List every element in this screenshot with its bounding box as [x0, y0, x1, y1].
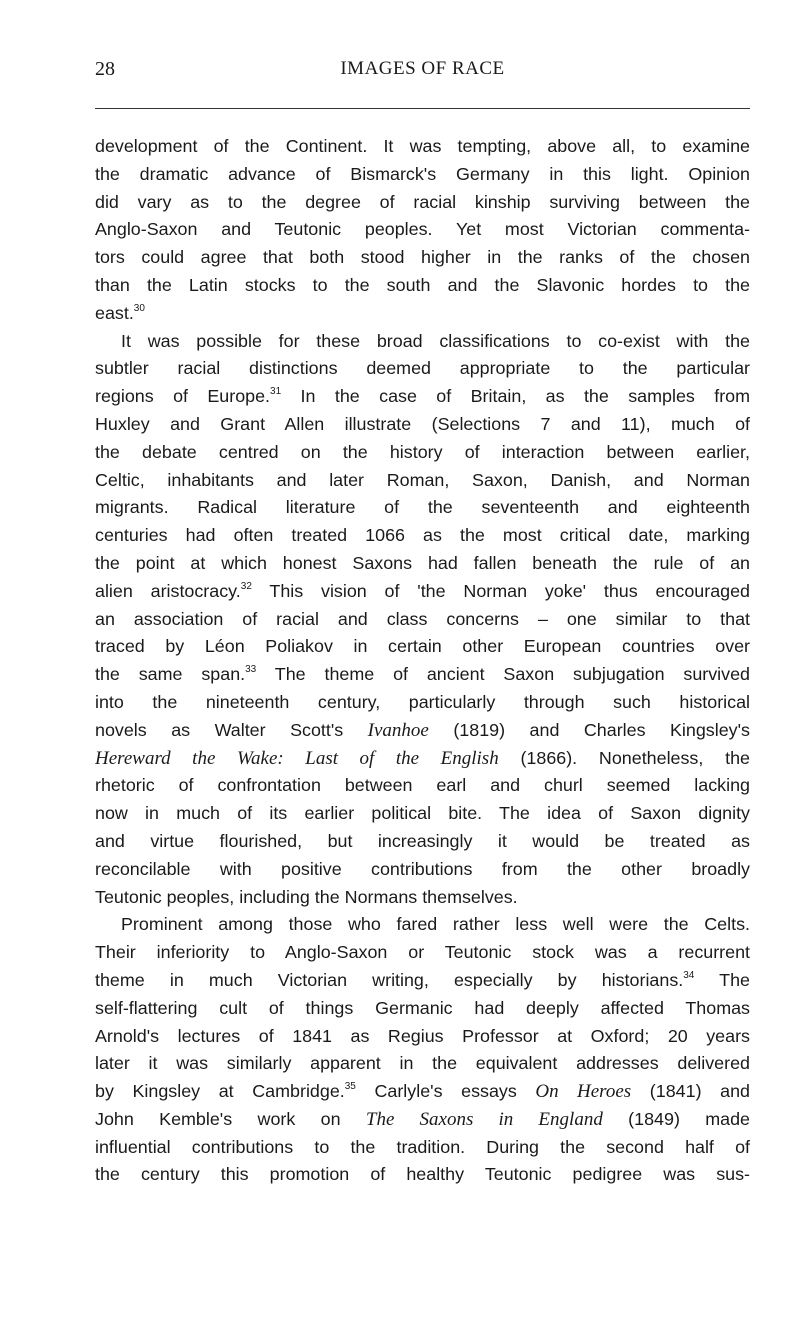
- line-text: did vary as to the degree of racial kinship surviving between the: [95, 191, 750, 212]
- text-line: [95, 550, 750, 578]
- line-text: now in much of its earlier political bite. The idea of Saxon dignity: [95, 803, 750, 824]
- text-line: [95, 578, 750, 606]
- text-line: [95, 1050, 750, 1078]
- text-line: [95, 772, 750, 800]
- line-text: into the nineteenth century, particularly through such historical: [95, 691, 750, 712]
- line-text: Teutonic peoples, including the Normans themselves.: [95, 886, 518, 907]
- line-text: alien aristocracy.: [95, 580, 241, 601]
- line-text: theme in much Victorian writing, especially by historians.: [95, 969, 684, 990]
- footnote-ref: 34: [683, 969, 695, 981]
- line-text: (1819) and Charles Kingsley's: [428, 719, 750, 740]
- text-line: [95, 939, 750, 967]
- text-line: [95, 606, 750, 634]
- footnote-ref: 30: [133, 302, 145, 314]
- line-text: an association of racial and class concerns – one similar to that: [95, 608, 750, 629]
- text-line: [95, 328, 750, 356]
- text-line: [95, 995, 750, 1023]
- line-text: regions of Europe.: [95, 386, 271, 407]
- text-line: [95, 828, 750, 856]
- text-line: [95, 1161, 750, 1189]
- text-line: [95, 161, 750, 189]
- line-text: Anglo-Saxon and Teutonic peoples. Yet most Victorian commenta-: [95, 219, 750, 240]
- line-text: the point at which honest Saxons had fallen beneath the rule of an: [95, 552, 750, 573]
- line-text: centuries had often treated 1066 as the most critical date, marking: [95, 525, 750, 546]
- italic-title: On Heroes: [535, 1081, 632, 1103]
- line-text: The: [694, 969, 750, 990]
- text-line: [95, 244, 750, 272]
- line-text: traced by Léon Poliakov in certain other European countries over: [95, 636, 750, 657]
- text-line: [95, 383, 750, 411]
- line-text: the debate centred on the history of interaction between earlier,: [95, 441, 750, 462]
- line-text: In the case of Britain, as the samples from: [281, 386, 750, 407]
- line-text: The theme of ancient Saxon subjugation survived: [256, 664, 750, 685]
- text-line: [95, 633, 750, 661]
- body-text: [95, 133, 750, 1189]
- line-text: east.: [95, 302, 134, 323]
- line-text: Arnold's lectures of 1841 as Regius Professor at Oxford; 20 years: [95, 1025, 750, 1046]
- line-text: later it was similarly apparent in the equivalent addresses delivered: [95, 1053, 750, 1074]
- line-text: influential contributions to the tradition. During the second half of: [95, 1136, 750, 1157]
- line-text: (1841) and: [631, 1081, 750, 1102]
- text-line: [95, 133, 750, 161]
- line-text: Prominent among those who fared rather less well were the Celts.: [121, 914, 750, 935]
- line-text: It was possible for these broad classifications to co-exist with the: [121, 330, 750, 351]
- footnote-ref: 31: [270, 386, 282, 398]
- line-text: the dramatic advance of Bismarck's Germany in this light. Opinion: [95, 163, 750, 184]
- text-line: [95, 717, 750, 745]
- line-text: Celtic, inhabitants and later Roman, Saxon, Danish, and Norman: [95, 469, 750, 490]
- line-text: (1849) made: [602, 1108, 750, 1129]
- text-line: [95, 522, 750, 550]
- line-text: than the Latin stocks to the south and the Slavonic hordes to the: [95, 274, 750, 295]
- line-text: the same span.: [95, 664, 246, 685]
- line-text: Huxley and Grant Allen illustrate (Selections 7 and 11), much of: [95, 413, 750, 434]
- text-line: [95, 355, 750, 383]
- text-line: [95, 1134, 750, 1162]
- page-header: [95, 58, 750, 84]
- footnote-ref: 33: [245, 664, 257, 676]
- text-line: [95, 1106, 750, 1134]
- page-number: 28: [95, 58, 115, 80]
- text-line: [95, 1078, 750, 1106]
- line-text: migrants. Radical literature of the seventeenth and eighteenth: [95, 497, 750, 518]
- line-text: development of the Continent. It was tempting, above all, to examine: [95, 136, 750, 156]
- line-text: novels as Walter Scott's: [95, 719, 368, 740]
- text-line: [95, 661, 750, 689]
- text-line: [95, 494, 750, 522]
- line-text: by Kingsley at Cambridge.: [95, 1081, 345, 1102]
- text-line: [95, 272, 750, 300]
- text-line: [95, 216, 750, 244]
- italic-title: Ivanhoe: [367, 719, 429, 741]
- text-line: [95, 467, 750, 495]
- line-text: Carlyle's essays: [355, 1081, 536, 1102]
- line-text: John Kemble's work on: [95, 1108, 366, 1129]
- header-rule: [95, 108, 750, 109]
- italic-title: The Saxons in England: [365, 1108, 603, 1130]
- text-line: [95, 911, 750, 939]
- text-line: [95, 856, 750, 884]
- footnote-ref: 32: [240, 580, 252, 592]
- line-text: and virtue flourished, but increasingly it would be treated as: [95, 830, 750, 851]
- line-text: (1866). Nonetheless, the: [498, 747, 750, 768]
- line-text: This vision of 'the Norman yoke' thus encouraged: [251, 580, 750, 601]
- text-line: [95, 800, 750, 828]
- line-text: subtler racial distinctions deemed appropriate to the particular: [95, 358, 750, 379]
- text-line: [95, 884, 750, 912]
- italic-title: Hereward the Wake: Last of the English: [95, 747, 499, 769]
- line-text: Their inferiority to Anglo-Saxon or Teutonic stock was a recurrent: [95, 942, 750, 963]
- text-line: [95, 689, 750, 717]
- text-line: [95, 745, 750, 773]
- text-line: [95, 189, 750, 217]
- line-text: reconcilable with positive contributions from the other broadly: [95, 858, 750, 879]
- text-line: [95, 300, 750, 328]
- line-text: self-flattering cult of things Germanic had deeply affected Thomas: [95, 997, 750, 1018]
- line-text: the century this promotion of healthy Teutonic pedigree was sus-: [95, 1164, 750, 1185]
- text-line: [95, 439, 750, 467]
- text-line: [95, 411, 750, 439]
- text-line: [95, 967, 750, 995]
- text-line: [95, 1023, 750, 1051]
- footnote-ref: 35: [344, 1081, 356, 1093]
- line-text: rhetoric of confrontation between earl and churl seemed lacking: [95, 775, 750, 796]
- running-title: IMAGES OF RACE: [340, 58, 505, 79]
- line-text: tors could agree that both stood higher in the ranks of the chosen: [95, 247, 750, 268]
